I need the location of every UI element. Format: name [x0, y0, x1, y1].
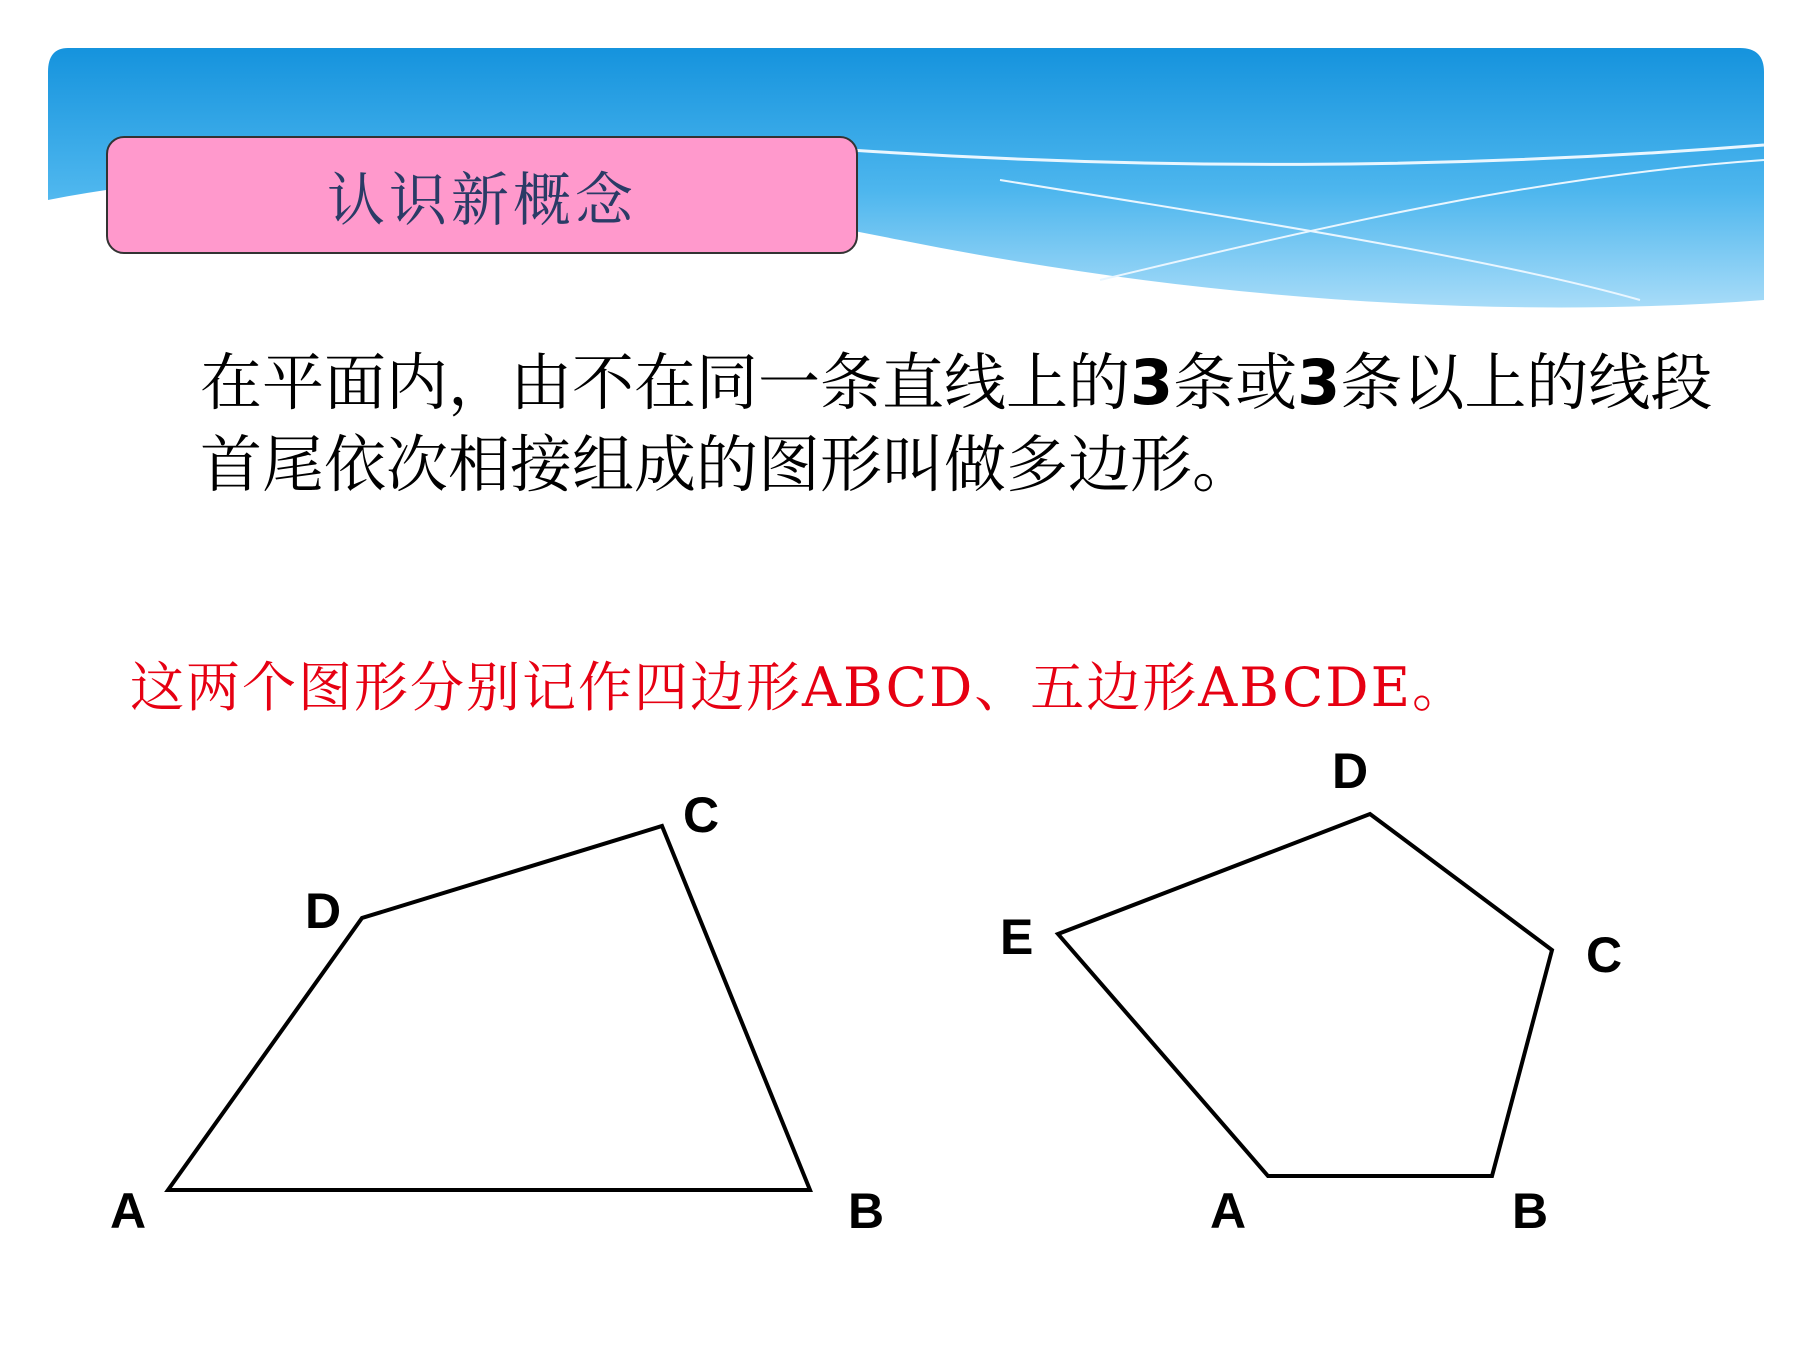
definition-text: 条以上的线段首尾依次相接组成的图形叫做多边形。: [200, 346, 1713, 501]
slide-title: 认识新概念: [326, 166, 637, 234]
definition-number: 3: [1130, 346, 1174, 419]
definition-text: 在平面内，由不在同一条直线上的: [200, 346, 1131, 419]
vertex-label-a: A: [110, 1183, 147, 1239]
vertex-label-b: B: [848, 1183, 885, 1239]
pentagon-abcde: [1058, 814, 1552, 1176]
quadrilateral-abcd: [168, 826, 810, 1190]
naming-note: 这两个图形分别记作四边形ABCD、五边形ABCDE。: [130, 656, 1469, 719]
vertex-label-e: E: [1000, 909, 1034, 965]
vertex-label-a: A: [1210, 1183, 1247, 1239]
vertex-label-c: C: [683, 787, 720, 843]
vertex-label-d: D: [1332, 743, 1369, 799]
vertex-label-d: D: [305, 883, 342, 939]
definition-number: 3: [1297, 346, 1341, 419]
definition-text: 条或: [1173, 346, 1298, 419]
vertex-label-b: B: [1512, 1183, 1549, 1239]
vertex-label-c: C: [1586, 927, 1623, 983]
